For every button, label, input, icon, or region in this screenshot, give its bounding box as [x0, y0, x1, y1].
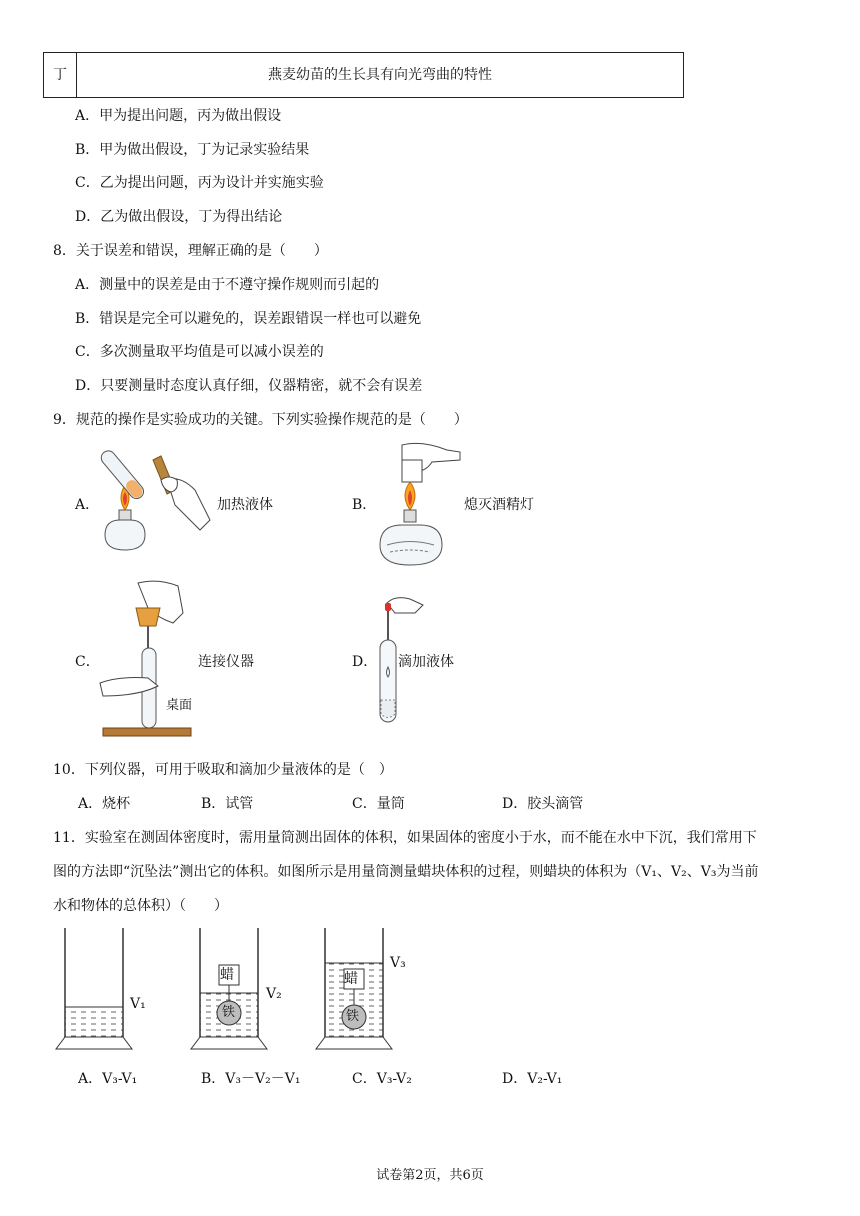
- q8-stem: 8．关于误差和错误，理解正确的是（ ）: [53, 243, 328, 259]
- q7-option-d: D．乙为做出假设，丁为得出结论: [75, 209, 283, 225]
- wax-label-2: 蜡: [220, 967, 234, 983]
- connect-instrument-illustration: [98, 578, 198, 743]
- q7-option-b: B．甲为做出假设，丁为记录实验结果: [75, 142, 310, 158]
- q11-stem-line1: 11．实验室在测固体密度时，需用量筒测出固体的体积，如果固体的密度小于水，而不能在水中下沉，我们常用下: [53, 830, 757, 846]
- q9-option-d-letter: D．: [352, 654, 378, 670]
- wax-label-3: 蜡: [344, 971, 358, 987]
- cylinder-1-illustration: [50, 925, 160, 1055]
- q8-option-d: D．只要测量时态度认真仔细，仪器精密，就不会有误差: [75, 378, 423, 394]
- q9-option-b-letter: B．: [352, 497, 377, 513]
- q9-option-c-letter: C．: [75, 654, 100, 670]
- q10-option-a: A．烧杯: [78, 796, 131, 812]
- q9-option-c-caption: 连接仪器: [198, 654, 254, 670]
- q8-option-b: B．错误是完全可以避免的，误差跟错误一样也可以避免: [75, 311, 422, 327]
- heating-liquid-illustration: [95, 450, 215, 560]
- dropping-liquid-illustration: [375, 595, 435, 730]
- q7-option-c: C．乙为提出问题，丙为设计并实施实验: [75, 175, 324, 191]
- volume-label-v1: V₁: [130, 996, 146, 1012]
- cylinder-3-illustration: [308, 925, 418, 1055]
- q11-option-b: B．V₃－V₂－V₁: [201, 1071, 301, 1087]
- iron-label-2: 铁: [222, 1005, 236, 1020]
- q9-option-b-caption: 熄灭酒精灯: [464, 497, 534, 513]
- table-row: [43, 52, 684, 98]
- q11-stem-line2: 图的方法即“沉坠法”测出它的体积。如图所示是用量筒测量蜡块体积的过程，则蜡块的体积为（V₁、V₂、V₃为当前: [53, 864, 759, 880]
- iron-label-3: 铁: [346, 1009, 360, 1024]
- q9-option-a-letter: A．: [75, 497, 100, 513]
- volume-label-v3: V₃: [390, 955, 406, 971]
- q9-option-a-caption: 加热液体: [217, 497, 273, 513]
- q10-option-b: B．试管: [201, 796, 254, 812]
- table-surface-label: 桌面: [166, 698, 193, 713]
- table-row-content: 燕麦幼苗的生长具有向光弯曲的特性: [268, 67, 492, 83]
- q9-stem: 9．规范的操作是实验成功的关键。下列实验操作规范的是（ ）: [53, 412, 468, 428]
- q10-option-d: D．胶头滴管: [502, 796, 584, 812]
- table-row-label: 丁: [44, 53, 77, 97]
- q10-stem: 10．下列仪器，可用于吸取和滴加少量液体的是（ ）: [53, 762, 393, 778]
- q9-option-d-caption: 滴加液体: [398, 654, 454, 670]
- q11-stem-line3: 水和物体的总体积）（ ）: [53, 898, 228, 914]
- q11-option-d: D．V₂-V₁: [502, 1071, 563, 1087]
- q11-option-c: C．V₃-V₂: [352, 1071, 412, 1087]
- q8-option-a: A．测量中的误差是由于不遵守操作规则而引起的: [75, 277, 380, 293]
- q10-option-c: C．量筒: [352, 796, 405, 812]
- q7-option-a: A．甲为提出问题，丙为做出假设: [75, 108, 282, 124]
- q11-option-a: A．V₃-V₁: [78, 1071, 138, 1087]
- extinguish-lamp-illustration: [372, 440, 462, 570]
- volume-label-v2: V₂: [266, 986, 282, 1002]
- page-footer: 试卷第2页，共6页: [376, 1168, 484, 1183]
- q8-option-c: C．多次测量取平均值是可以减小误差的: [75, 344, 324, 360]
